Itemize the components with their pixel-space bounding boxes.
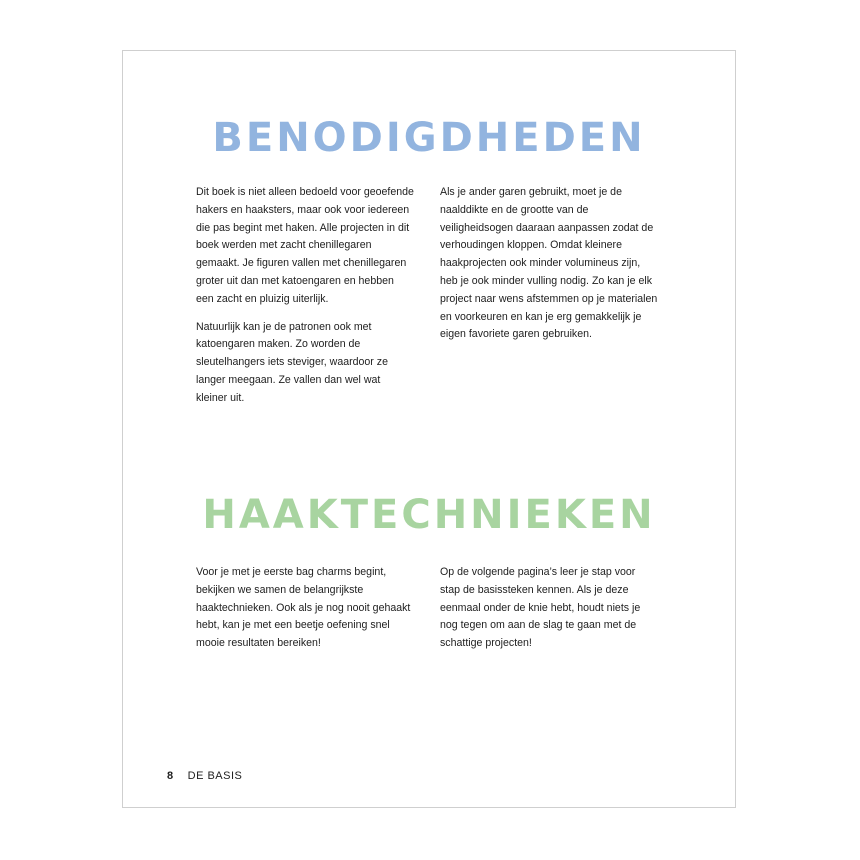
paragraph: Als je ander garen gebruikt, moet je de naalddikte en de grootte van de veiligheidsogen daaraan aanpassen zodat de verhoudingen kloppen. Omdat kleinere haakprojecten ook minder volumineus zijn, heb je ook minder vulling nodig. Zo kan je elk project naar wens afstemmen op je materialen en voorkeuren en kan je erg gemakkelijk je eigen favoriete garen gebruiken. xyxy=(440,186,658,341)
paragraph: Op de volgende pagina’s leer je stap voor stap de basissteken kennen. Als je deze eenmaal onder de knie hebt, houdt niets je nog tegen om aan de slag te gaan met de schattige projecten! xyxy=(440,566,641,650)
paragraph: Dit boek is niet alleen bedoeld voor geoefende hakers en haaksters, maar ook voor iedereen die pas begint met haken. Alle projecten in dit boek werden met zacht chenillegaren gemaakt. Je figuren vallen met chenillegaren groter uit dan met katoengaren en hebben een zacht en pluizig uiterlijk. xyxy=(196,186,414,305)
footer-section-name: DE BASIS xyxy=(187,770,243,782)
section-title-haaktechnieken: HAAKTECHNIEKEN xyxy=(202,492,656,538)
page-footer xyxy=(167,770,242,782)
section-title-benodigdheden: BENODIGDHEDEN xyxy=(212,115,646,161)
section1-column-right xyxy=(440,184,658,354)
book-page xyxy=(122,50,736,808)
section2-column-left xyxy=(196,564,414,663)
section1-column-left xyxy=(196,184,414,418)
page-number: 8 xyxy=(167,770,174,782)
paragraph: Voor je met je eerste bag charms begint, bekijken we samen de belangrijkste haaktechnieken. Ook als je nog nooit gehaakt hebt, kan je met een beetje oefening snel mooie resultaten bereiken! xyxy=(196,566,411,650)
paragraph: Natuurlijk kan je de patronen ook met katoengaren maken. Zo worden de sleutelhangers iets steviger, waardoor ze langer meegaan. Ze vallen dan wel wat kleiner uit. xyxy=(196,320,388,404)
section2-column-right xyxy=(440,564,658,663)
